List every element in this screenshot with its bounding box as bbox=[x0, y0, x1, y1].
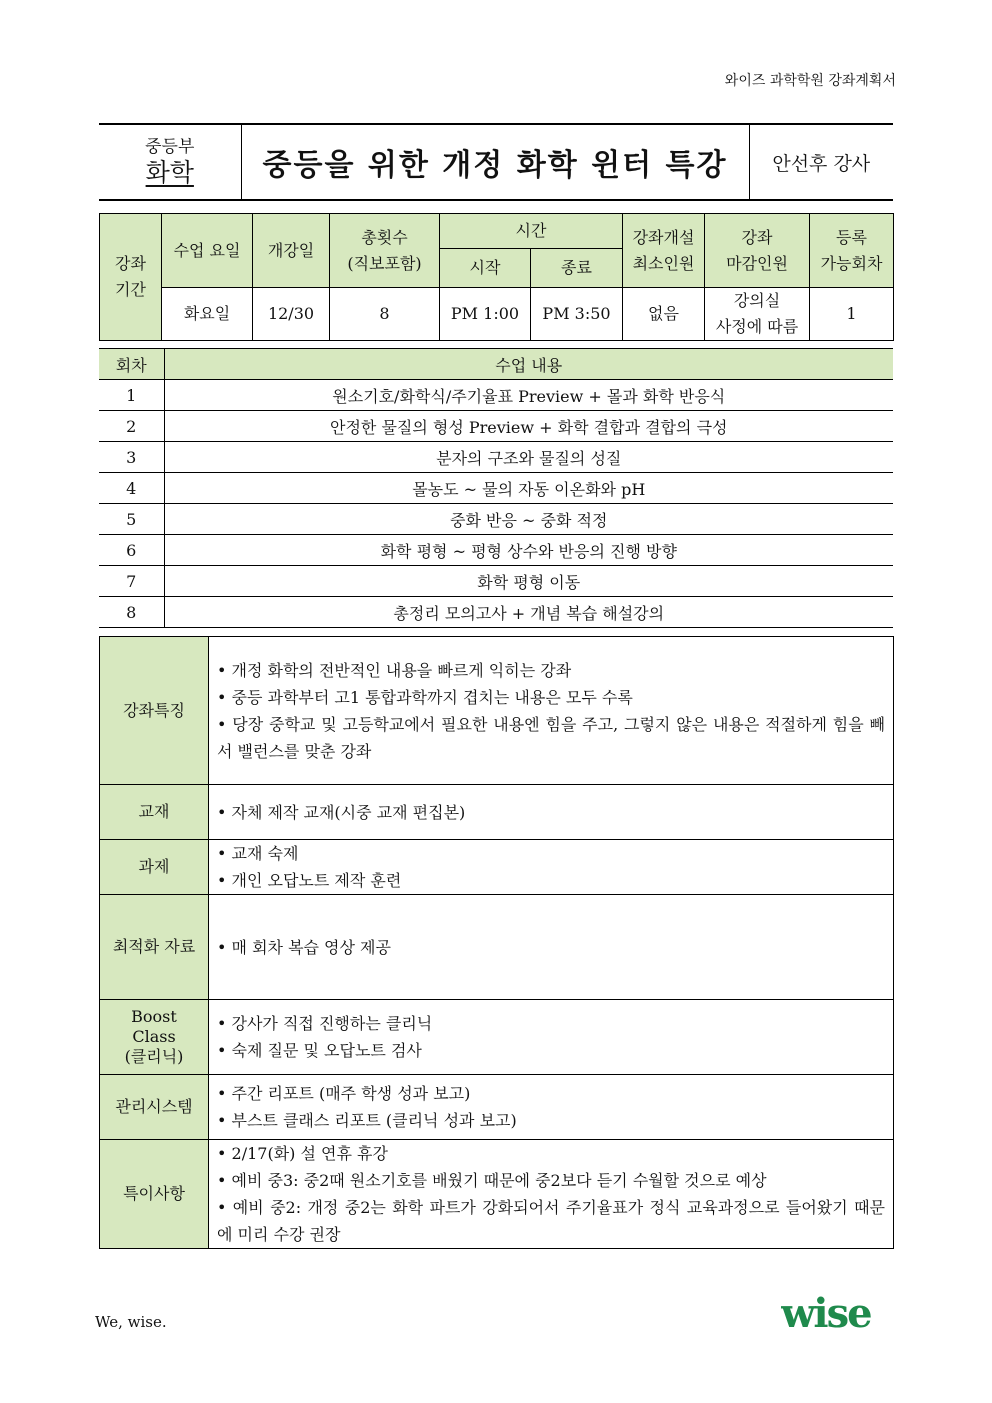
notes-row bbox=[100, 1140, 894, 1249]
session-header-content: 수업 내용 bbox=[164, 349, 893, 380]
header-day: 수업 요일 bbox=[162, 214, 253, 288]
table-row bbox=[99, 535, 893, 566]
homework-content bbox=[209, 840, 894, 895]
list-item: • 중등 과학부터 고1 통합과학까지 겹치는 내용은 모두 수록 bbox=[217, 687, 633, 707]
header-total-sessions: 총횟수 (직보포함) bbox=[330, 214, 440, 288]
value-min-enroll: 없음 bbox=[623, 288, 705, 341]
session-content: 몰농도 ~ 물의 자동 이온화와 pH bbox=[164, 473, 893, 504]
session-content: 중화 반응 ~ 중화 적정 bbox=[164, 504, 893, 535]
management-content bbox=[209, 1075, 894, 1140]
value-registration: 1 bbox=[810, 288, 894, 341]
materials-label: 최적화 자료 bbox=[100, 895, 209, 1000]
session-num: 3 bbox=[99, 442, 164, 473]
list-item: • 개정 화학의 전반적인 내용을 빠르게 익히는 강좌 bbox=[217, 660, 572, 680]
wise-logo bbox=[781, 1292, 897, 1334]
list-item: • 부스트 클래스 리포트 (클리닉 성과 보고) bbox=[217, 1111, 517, 1130]
period-label: 강좌 기간 bbox=[100, 214, 162, 341]
session-content: 화학 평형 ~ 평형 상수와 반응의 진행 방향 bbox=[164, 535, 893, 566]
department-cell bbox=[99, 124, 241, 200]
value-max-enroll: 강의실 사정에 따름 bbox=[705, 288, 810, 341]
list-item: • 예비 중3: 중2때 원소기호를 배웠기 때문에 중2보다 듣기 수월할 것으로 예상 bbox=[217, 1171, 767, 1190]
session-content: 화학 평형 이동 bbox=[164, 566, 893, 597]
title-block bbox=[99, 123, 893, 201]
features-label: 강좌특징 bbox=[100, 637, 209, 785]
document-header-note: 와이즈 과학학원 강좌계획서 bbox=[724, 73, 896, 89]
course-title: 중등을 위한 개정 화학 윈터 특강 bbox=[241, 124, 749, 200]
list-item: • 교재 숙제 bbox=[217, 844, 299, 863]
value-start-date: 12/30 bbox=[253, 288, 330, 341]
course-info-table bbox=[99, 213, 894, 341]
table-row bbox=[99, 504, 893, 535]
homework-row bbox=[100, 840, 894, 895]
materials-row bbox=[100, 895, 894, 1000]
table-row bbox=[99, 597, 893, 628]
features-content bbox=[209, 637, 894, 785]
session-header-num: 회차 bbox=[99, 349, 164, 380]
header-min-enroll: 강좌개설 최소인원 bbox=[623, 214, 705, 288]
value-day: 화요일 bbox=[162, 288, 253, 341]
session-num: 4 bbox=[99, 473, 164, 504]
features-row bbox=[100, 637, 894, 785]
session-num: 5 bbox=[99, 504, 164, 535]
table-row bbox=[99, 380, 893, 411]
session-num: 6 bbox=[99, 535, 164, 566]
wise-logo-text: wise bbox=[781, 1292, 871, 1334]
session-content: 원소기호/화학식/주기율표 Preview + 몰과 화학 반응식 bbox=[164, 380, 893, 411]
table-row bbox=[99, 411, 893, 442]
list-item: • 예비 중2: 개정 중2는 화학 파트가 강화되어서 주기율표가 정식 교육과정으로 들어왔기 때문에 미리 수강 권장 bbox=[217, 1198, 885, 1244]
list-item: • 2/17(화) 설 연휴 휴강 bbox=[217, 1144, 388, 1163]
table-row bbox=[99, 566, 893, 597]
list-item: • 개인 오답노트 제작 훈련 bbox=[217, 871, 402, 890]
list-item: • 자체 제작 교재(시중 교재 편집본) bbox=[217, 802, 466, 822]
value-time-start: PM 1:00 bbox=[440, 288, 531, 341]
header-max-enroll: 강좌 마감인원 bbox=[705, 214, 810, 288]
list-item: • 강사가 직접 진행하는 클리닉 bbox=[217, 1014, 433, 1033]
notes-label: 특이사항 bbox=[100, 1140, 209, 1249]
list-item: • 숙제 질문 및 오답노트 검사 bbox=[217, 1041, 422, 1060]
textbook-label: 교재 bbox=[100, 785, 209, 840]
header-start-date: 개강일 bbox=[253, 214, 330, 288]
management-row bbox=[100, 1075, 894, 1140]
session-num: 7 bbox=[99, 566, 164, 597]
session-num: 1 bbox=[99, 380, 164, 411]
textbook-content bbox=[209, 785, 894, 840]
boost-label: Boost Class (클리닉) bbox=[100, 1000, 209, 1075]
instructor-name: 안선후 강사 bbox=[749, 124, 893, 200]
value-time-end: PM 3:50 bbox=[531, 288, 623, 341]
subject-name: 화학 bbox=[145, 158, 194, 187]
textbook-row bbox=[100, 785, 894, 840]
boost-row bbox=[100, 1000, 894, 1075]
value-total-sessions: 8 bbox=[330, 288, 440, 341]
session-content: 총정리 모의고사 + 개념 복습 해설강의 bbox=[164, 597, 893, 628]
boost-content bbox=[209, 1000, 894, 1075]
session-schedule-table bbox=[99, 348, 893, 628]
header-registration: 등록 가능회차 bbox=[810, 214, 894, 288]
list-item: • 당장 중학교 및 고등학교에서 필요한 내용엔 힘을 주고, 그렇지 않은 내용은 적절하게 힘을 빼서 밸런스를 맞춘 강좌 bbox=[217, 714, 885, 761]
footer-slogan: We, wise. bbox=[95, 1313, 167, 1331]
list-item: • 주간 리포트 (매주 학생 성과 보고) bbox=[217, 1084, 471, 1103]
header-time-end: 종료 bbox=[531, 249, 623, 288]
header-time: 시간 bbox=[440, 214, 623, 249]
session-content: 분자의 구조와 물질의 성질 bbox=[164, 442, 893, 473]
session-num: 2 bbox=[99, 411, 164, 442]
session-content: 안정한 물질의 형성 Preview + 화학 결합과 결합의 극성 bbox=[164, 411, 893, 442]
homework-label: 과제 bbox=[100, 840, 209, 895]
list-item: • 매 회차 복습 영상 제공 bbox=[217, 937, 391, 957]
course-details-table bbox=[99, 636, 894, 1249]
session-num: 8 bbox=[99, 597, 164, 628]
table-row bbox=[99, 473, 893, 504]
materials-content bbox=[209, 895, 894, 1000]
header-time-start: 시작 bbox=[440, 249, 531, 288]
notes-content bbox=[209, 1140, 894, 1249]
department-level: 중등부 bbox=[145, 137, 195, 157]
management-label: 관리시스템 bbox=[100, 1075, 209, 1140]
table-row bbox=[99, 442, 893, 473]
